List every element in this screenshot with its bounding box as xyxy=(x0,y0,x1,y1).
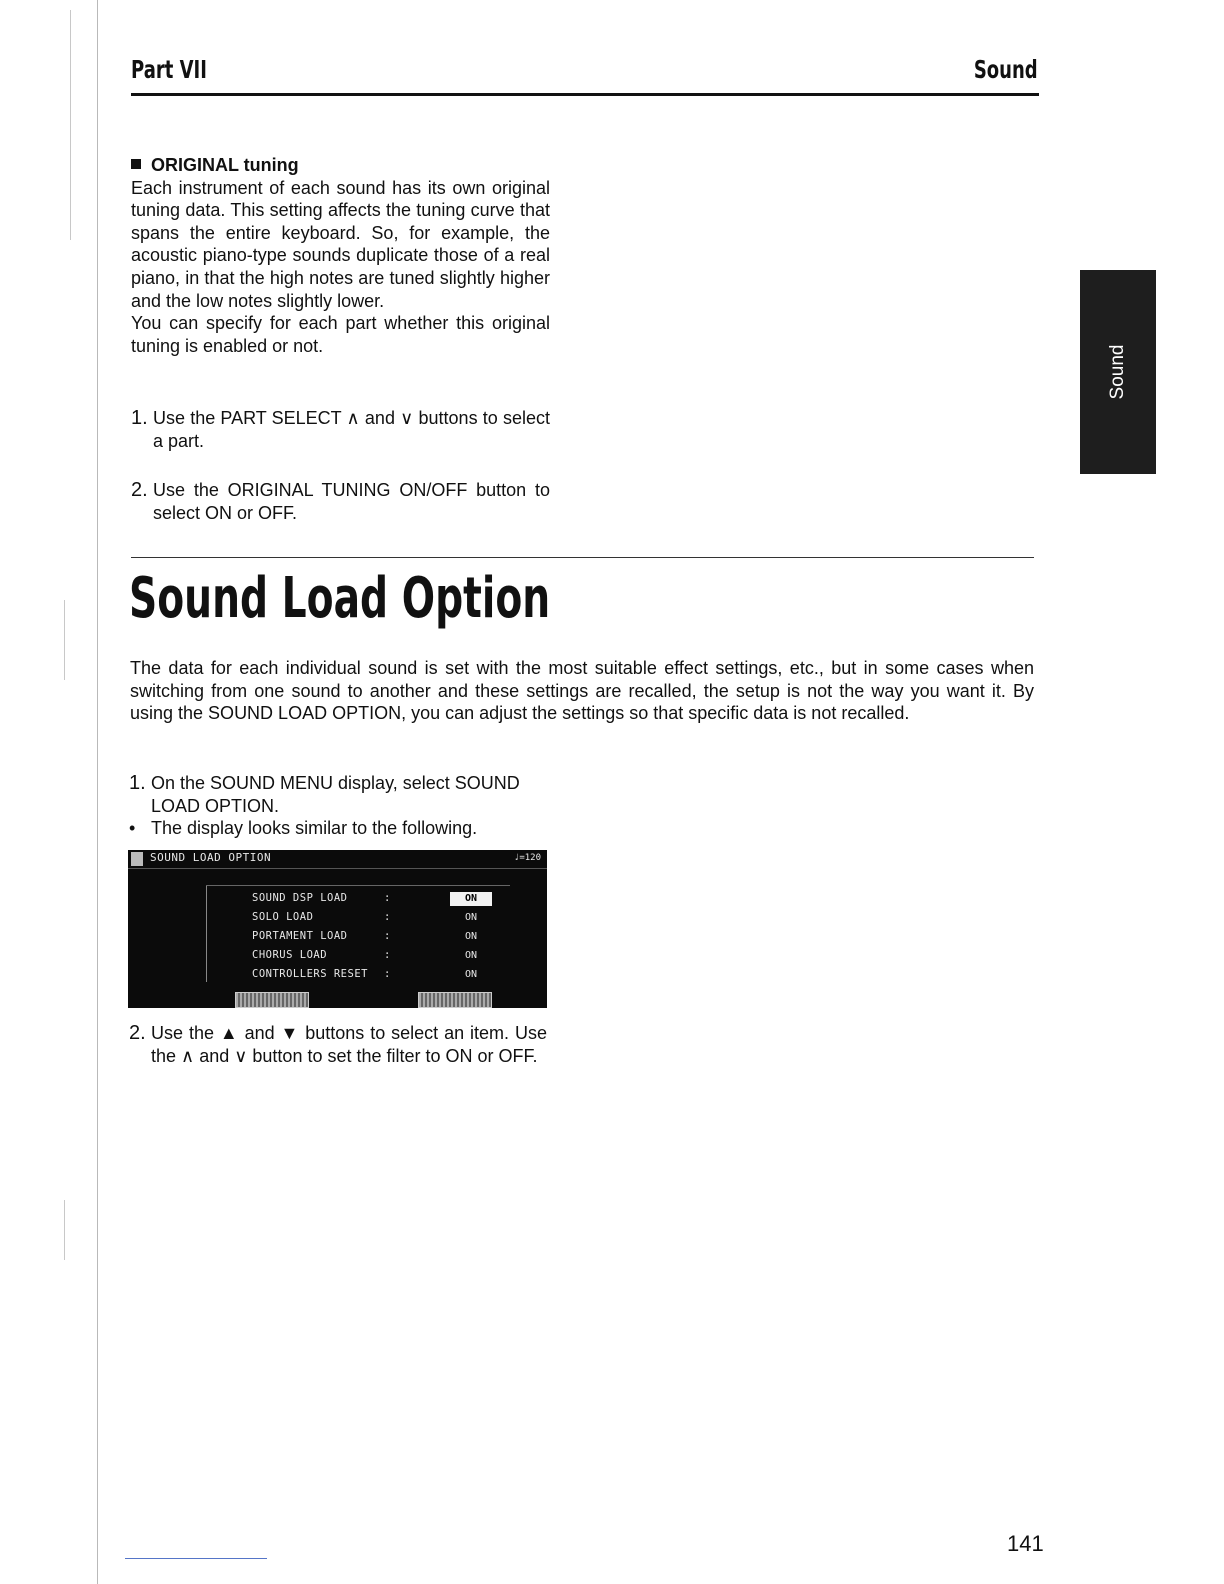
row-colon: : xyxy=(384,892,391,904)
row-label: CHORUS LOAD xyxy=(252,949,328,961)
bullet-dot: • xyxy=(129,818,136,838)
display-title: SOUND LOAD OPTION xyxy=(150,851,272,864)
lcd-display-illustration xyxy=(128,850,547,1008)
row-label: SOLO LOAD xyxy=(252,911,314,923)
row-label: CONTROLLERS RESET xyxy=(252,968,368,980)
step-text: Use the ▲ and ▼ buttons to select an item. Use the ∧ and ∨ button to set the filter to ON or OFF. xyxy=(151,1023,547,1066)
step-item xyxy=(129,772,549,817)
margin-mark xyxy=(64,1200,65,1260)
row-value: ON xyxy=(464,950,478,961)
row-colon: : xyxy=(384,930,391,942)
paragraph: Each instrument of each sound has its own original tuning data. This setting affects the tuning curve that spans the entire keyboard. So, for example, the acoustic piano-type sounds duplicate those of a real piano, in that the high notes are tuned slightly higher and the low notes slightly lower. xyxy=(131,177,550,311)
display-title-bar xyxy=(128,850,547,869)
menu-icon xyxy=(131,852,143,866)
step-item xyxy=(129,1022,547,1067)
step-text: Use the PART SELECT ∧ and ∨ buttons to select a part. xyxy=(153,408,550,451)
row-label: PORTAMENT LOAD xyxy=(252,930,348,942)
page-number: 141 xyxy=(1007,1531,1044,1556)
row-colon: : xyxy=(384,968,391,980)
row-value: ON xyxy=(464,912,478,923)
original-tuning-section xyxy=(131,154,550,357)
row-value: ON xyxy=(464,931,478,942)
bullet-text: The display looks similar to the following. xyxy=(151,818,478,838)
display-rule xyxy=(206,886,207,982)
step-item xyxy=(131,479,550,524)
row-label: SOUND DSP LOAD xyxy=(252,892,348,904)
display-soft-button xyxy=(235,992,309,1008)
step-text: On the SOUND MENU display, select SOUND LOAD OPTION. xyxy=(151,773,520,816)
footer-rule xyxy=(125,1558,267,1559)
margin-mark xyxy=(64,600,65,680)
binding-edge-line xyxy=(97,0,98,1584)
section-side-tab xyxy=(1080,270,1156,474)
bullet-item xyxy=(129,817,549,840)
row-colon: : xyxy=(384,911,391,923)
step-item xyxy=(131,407,550,452)
display-soft-button xyxy=(418,992,492,1008)
step-number: 2. xyxy=(131,479,148,501)
page-title: Sound Load Option xyxy=(129,566,551,631)
row-value: ON xyxy=(464,969,478,980)
paragraph: You can specify for each part whether this original tuning is enabled or not. xyxy=(131,313,550,356)
header-part-label: Part VII xyxy=(131,55,207,84)
tempo-readout: ♩=120 xyxy=(513,853,541,863)
intro-paragraph: The data for each individual sound is set with the most suitable effect settings, etc., but in some cases when switching from one sound to another and these settings are recalled, the setup is not the way you want it. By using the SOUND LOAD OPTION, you can adjust the settings so that specific data is not recalled. xyxy=(130,658,1034,724)
step-text: Use the ORIGINAL TUNING ON/OFF button to select ON or OFF. xyxy=(153,480,550,523)
square-bullet-icon xyxy=(131,159,141,169)
step-number: 1. xyxy=(131,407,148,429)
display-rule xyxy=(206,885,510,886)
section-heading xyxy=(131,154,550,177)
step-number: 1. xyxy=(129,772,146,794)
heading-text: ORIGINAL tuning xyxy=(151,155,299,175)
step-number: 2. xyxy=(129,1022,146,1044)
side-tab-label: Sound xyxy=(1107,344,1128,400)
header-section-label: Sound xyxy=(974,55,1038,84)
section-divider xyxy=(131,557,1034,558)
row-value-selected: ON xyxy=(450,892,492,906)
row-colon: : xyxy=(384,949,391,961)
margin-mark xyxy=(70,10,71,240)
header-rule xyxy=(131,93,1039,96)
